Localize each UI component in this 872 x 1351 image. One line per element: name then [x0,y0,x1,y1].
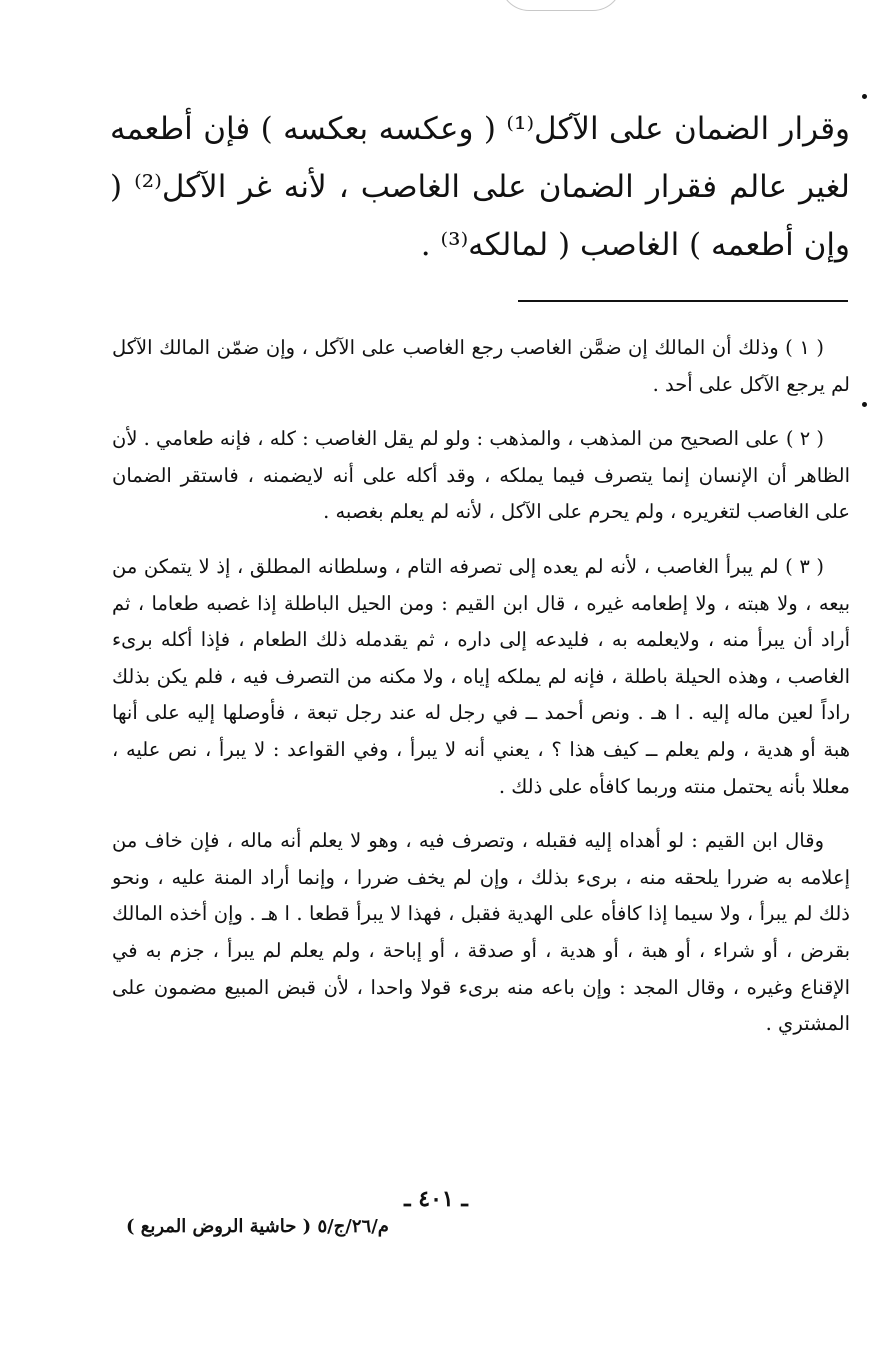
footnote-3 [112,549,850,805]
footnotes-block [112,330,850,1043]
footnote-1 [112,330,850,403]
footnote-3-text: ( ٣ ) لم يبرأ الغاصب ، لأنه لم يعده إلى تصرفه التام ، وسلطانه المطلق ، إذ لا يتمكن من بيعه ، ولا هبته ، ولا إطعامه غيره ، قال ابن القيم : ومن الحيل الباطلة إذا غصبه طعاما ، ثم أراد أن يبرأ منه ، ولايعلمه به ، فليدعه إلى داره ، ثم يقدمله ذلك الطعام ، فإذا أكله برىء الغاصب ، وهذه الحيلة باطلة ، فإنه لم يملكه إياه ، ولا مكنه من التصرف فيه ، فلم يكن بذلك راداً لعين ماله إليه . ا هـ . ونص أحمد ــ في رجل له عند رجل تبعة ، فأوصلها إليه على أنها هبة أو هدية ، ولم يعلم ــ كيف هذا ؟ ، يعني أنه لا يبرأ ، وفي القواعد : لا يبرأ ، نص عليه ، معللا بأنه يحتمل منته وربما كافأه على ذلك . [112,554,850,798]
margin-mark [862,94,867,99]
footnote-3-continuation [112,823,850,1043]
footnote-separator [518,300,848,302]
footnote-2 [112,421,850,531]
margin-mark [862,402,867,407]
footnote-3-continuation-text: وقال ابن القيم : لو أهداه إليه فقبله ، وتصرف فيه ، وهو لا يعلم أنه ماله ، فإن خاف من إعلامه به ضررا يلحقه منه ، برىء بذلك ، وإن لم يخف ضررا ، وإنما أراد المنة عليه ، ونحو ذلك لم يبرأ ، ولا سيما إذا كافأه على الهدية فقبل ، فهذا لا يبرأ قطعا . ا هـ . وإن أخذه المالك بقرض ، أو شراء ، أو هبة ، أو هدية ، أو صدقة ، أو إباحة ، ولم يعلم لم يبرأ ، جزم به في الإقناع وغيره ، وقال المجد : وإن باعه منه برىء قولا واحدا ، لأن قبض المبيع مضمون على المشتري . [112,829,850,1036]
printer-signature: م/٢٦/ج/٥ ( حاشية الروض المربع ) [126,1216,389,1237]
main-text-block [110,100,850,274]
main-text-paragraph: وقرار الضمان على الآكل⁽¹⁾ ( وعكسه بعكسه ) فإن أطعمه لغير عالم فقرار الضمان على الغاصب ، لأنه غر الآكل⁽²⁾ ( وإن أطعمه ) الغاصب ( لمالكه⁽³⁾ . [110,111,850,263]
footnote-2-text: ( ٢ ) على الصحيح من المذهب ، والمذهب : ولو لم يقل الغاصب : كله ، فإنه طعامي . لأن الظاهر أن الإنسان إنما يتصرف فيما يملكه ، وقد أكله على أنه لايضمنه ، فاستقر الضمان على الغاصب لتغريره ، ولم يحرم على الآكل ، لأنه لم يعلم بغصبه . [112,427,850,524]
footnote-1-text: ( ١ ) وذلك أن المالك إن ضمَّن الغاصب رجع الغاصب على الآكل ، وإن ضمّن المالك الآكل لم يرجع الآكل على أحد . [112,336,850,396]
page-number: ـ ٤٠١ ـ [404,1186,468,1212]
scan-edge-mark [500,0,622,11]
